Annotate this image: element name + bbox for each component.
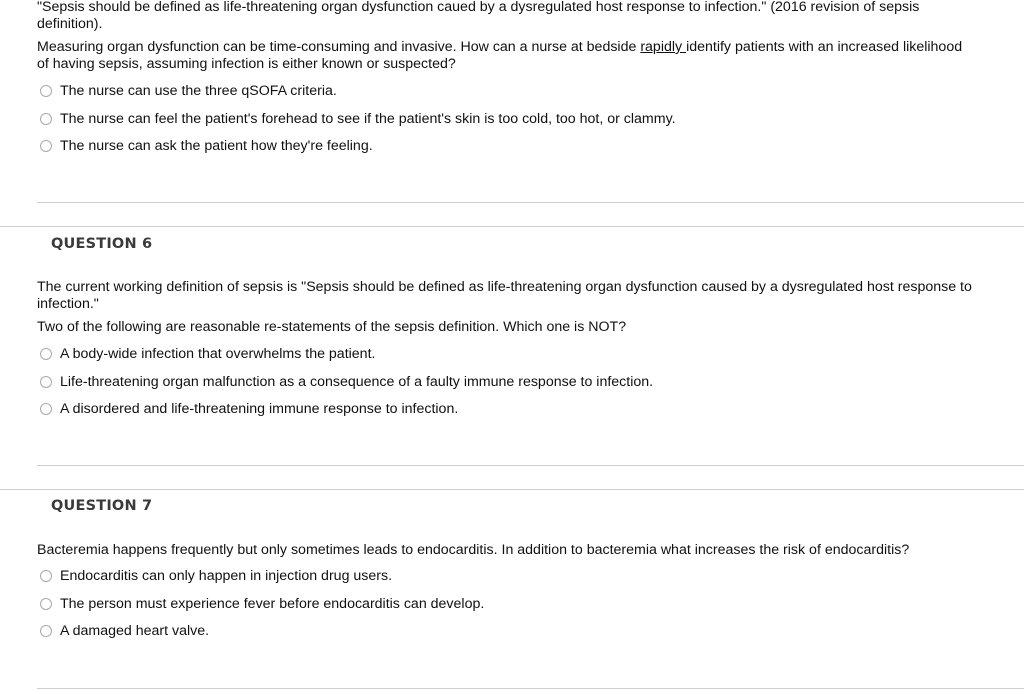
q7-option-1[interactable] bbox=[40, 567, 392, 585]
radio-button[interactable] bbox=[40, 348, 52, 360]
option-label: A body-wide infection that overwhelms the patient. bbox=[60, 346, 376, 362]
q7-option-3[interactable] bbox=[40, 622, 209, 640]
q6-prompt-definition: The current working definition of sepsis is "Sepsis should be defined as life-threatening organ dysfunction caused by a dysregulated host response to infection." bbox=[37, 279, 972, 312]
q6-option-3[interactable] bbox=[40, 400, 458, 418]
q6-option-1[interactable] bbox=[40, 345, 375, 363]
option-label: A disordered and life-threatening immune response to infection. bbox=[60, 401, 459, 417]
q5-prompt-question bbox=[37, 39, 977, 73]
option-label: The person must experience fever before endocarditis can develop. bbox=[60, 596, 485, 612]
q5-prompt-quote: "Sepsis should be defined as life-threatening organ dysfunction caued by a dysregulated host response to infection." (2016 revision of sepsis definition). bbox=[37, 0, 920, 32]
q6-bottom-divider bbox=[37, 465, 1024, 466]
q6-option-2[interactable] bbox=[40, 373, 653, 391]
radio-button[interactable] bbox=[40, 625, 52, 637]
q5-option-2[interactable] bbox=[40, 110, 676, 128]
radio-button[interactable] bbox=[40, 403, 52, 415]
q5-option-1[interactable] bbox=[40, 82, 337, 100]
option-label: The nurse can ask the patient how they're feeling. bbox=[60, 138, 373, 154]
q7-option-2[interactable] bbox=[40, 595, 484, 613]
option-label: The nurse can feel the patient's forehead to see if the patient's skin is too cold, too hot, or clammy. bbox=[60, 111, 676, 127]
q5-option-3[interactable] bbox=[40, 137, 373, 155]
q6-header: QUESTION 6 bbox=[51, 236, 153, 252]
q5-prompt-text-a: Measuring organ dysfunction can be time-consuming and invasive. How can a nurse at bedside bbox=[37, 39, 641, 55]
radio-button[interactable] bbox=[40, 376, 52, 388]
radio-button[interactable] bbox=[40, 85, 52, 97]
option-label: A damaged heart valve. bbox=[60, 623, 210, 639]
q5-bottom-divider bbox=[37, 202, 1024, 203]
radio-button[interactable] bbox=[40, 570, 52, 582]
option-label: Endocarditis can only happen in injection drug users. bbox=[60, 568, 393, 584]
q7-prompt: Bacteremia happens frequently but only sometimes leads to endocarditis. In addition to bacteremia what increases the risk of endocarditis? bbox=[37, 542, 910, 558]
q7-top-divider bbox=[0, 489, 1024, 490]
radio-button[interactable] bbox=[40, 113, 52, 125]
radio-button[interactable] bbox=[40, 140, 52, 152]
radio-button[interactable] bbox=[40, 598, 52, 610]
q6-top-divider bbox=[0, 226, 1024, 227]
q7-bottom-divider bbox=[37, 688, 1024, 689]
q6-prompt-question: Two of the following are reasonable re-statements of the sepsis definition. Which one is NOT? bbox=[37, 319, 627, 335]
option-label: The nurse can use the three qSOFA criteria. bbox=[60, 83, 337, 99]
option-label: Life-threatening organ malfunction as a consequence of a faulty immune response to infection. bbox=[60, 374, 654, 390]
q5-prompt-text-b: identify patients with an increased likelihood of having sepsis, assuming infection is either known or suspected? bbox=[37, 39, 963, 72]
q5-prompt-link-rapidly[interactable]: rapidly bbox=[640, 39, 687, 55]
q7-header: QUESTION 7 bbox=[51, 498, 153, 514]
